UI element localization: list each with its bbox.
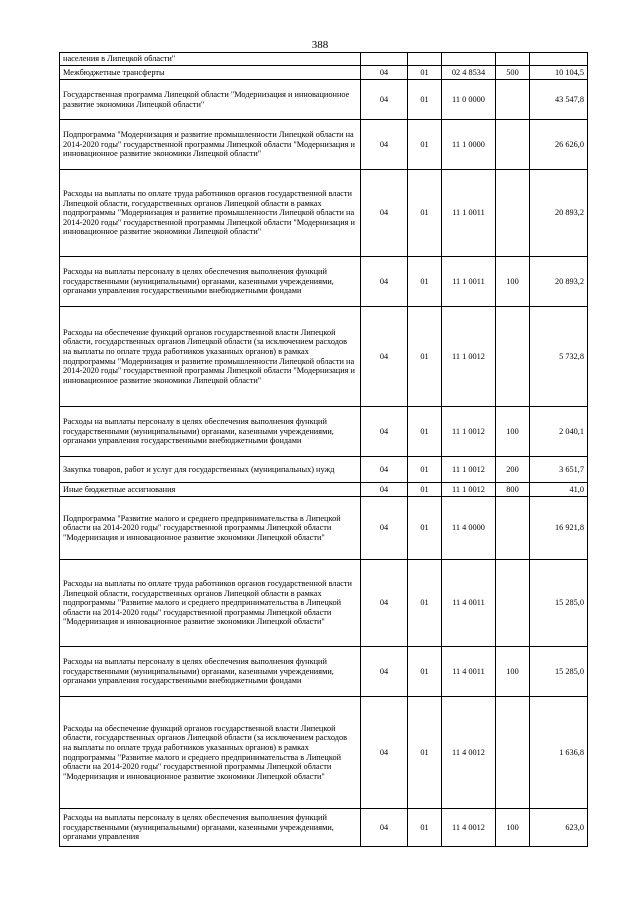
- department-code-cell: 04: [361, 307, 408, 407]
- table-row: [60, 257, 588, 307]
- amount-cell: 1 636,8: [530, 697, 588, 809]
- expense-type-code-cell: 100: [496, 257, 530, 307]
- amount-cell: 3 651,7: [530, 457, 588, 483]
- amount-cell: 20 893,2: [530, 170, 588, 257]
- target-article-code-cell: 11 1 0012: [442, 407, 496, 457]
- table-row: [60, 307, 588, 407]
- expense-type-code-cell: [496, 120, 530, 170]
- budget-table-body: [60, 53, 588, 847]
- page-number: 388: [311, 39, 329, 51]
- target-article-code-cell: 11 4 0011: [442, 647, 496, 697]
- expense-type-code-cell: [496, 80, 530, 120]
- department-code-cell: [361, 53, 408, 66]
- amount-cell: 10 104,5: [530, 66, 588, 80]
- expense-type-code-cell: 100: [496, 647, 530, 697]
- expense-type-code-cell: [496, 697, 530, 809]
- expense-name-cell: Расходы на выплаты персоналу в целях обеспечения выполнения функций государственными (муниципальными) органами, казенными учреждениями, органами управления государственными внебюджетными фондами: [60, 407, 361, 457]
- expense-type-code-cell: 100: [496, 407, 530, 457]
- target-article-code-cell: 11 4 0012: [442, 809, 496, 847]
- amount-cell: 5 732,8: [530, 307, 588, 407]
- table-row: [60, 170, 588, 257]
- expense-type-code-cell: 500: [496, 66, 530, 80]
- amount-cell: 41,0: [530, 483, 588, 497]
- expense-type-code-cell: [496, 53, 530, 66]
- expense-type-code-cell: [496, 307, 530, 407]
- amount-cell: 15 285,0: [530, 647, 588, 697]
- department-code-cell: 04: [361, 457, 408, 483]
- expense-type-code-cell: 800: [496, 483, 530, 497]
- target-article-code-cell: 11 1 0012: [442, 307, 496, 407]
- target-article-code-cell: 11 1 0011: [442, 257, 496, 307]
- table-row: [60, 80, 588, 120]
- target-article-code-cell: [442, 53, 496, 66]
- amount-cell: 26 626,0: [530, 120, 588, 170]
- table-row: [60, 697, 588, 809]
- amount-cell: 43 547,8: [530, 80, 588, 120]
- expense-type-code-cell: 100: [496, 809, 530, 847]
- expense-name-cell: Расходы на выплаты по оплате труда работников органов государственной власти Липецкой области, государственных органов Липецкой области в рамках подпрограммы "Развитие малого и среднего предпринимательства в Липецкой области на 2014-2020 годы" государственной программы Липецкой области "Модернизация и инновационное развитие экономики Липецкой области": [60, 560, 361, 647]
- department-code-cell: 04: [361, 407, 408, 457]
- expense-name-cell: Иные бюджетные ассигнования: [60, 483, 361, 497]
- expense-name-cell: Подпрограмма "Развитие малого и среднего предпринимательства в Липецкой области на 2014-2020 годы" государственной программы Липецкой области "Модернизация и инновационное развитие экономики Липецкой области": [60, 497, 361, 560]
- department-code-cell: 04: [361, 80, 408, 120]
- expense-name-cell: Государственная программа Липецкой области "Модернизация и инновационное развитие экономики Липецкой области": [60, 80, 361, 120]
- expense-name-cell: населения в Липецкой области": [60, 53, 361, 66]
- expense-name-cell: Расходы на выплаты персоналу в целях обеспечения выполнения функций государственными (муниципальными) органами, казенными учреждениями, органами управления государственными внебюджетными фондами: [60, 257, 361, 307]
- amount-cell: 16 921,8: [530, 497, 588, 560]
- section-code-cell: 01: [408, 66, 442, 80]
- amount-cell: [530, 53, 588, 66]
- expense-name-cell: Закупка товаров, работ и услуг для государственных (муниципальных) нужд: [60, 457, 361, 483]
- section-code-cell: 01: [408, 457, 442, 483]
- section-code-cell: 01: [408, 497, 442, 560]
- amount-cell: 623,0: [530, 809, 588, 847]
- table-row: [60, 457, 588, 483]
- table-row: [60, 647, 588, 697]
- expense-type-code-cell: 200: [496, 457, 530, 483]
- section-code-cell: 01: [408, 647, 442, 697]
- table-row: [60, 483, 588, 497]
- target-article-code-cell: 11 1 0000: [442, 120, 496, 170]
- expense-name-cell: Расходы на выплаты персоналу в целях обеспечения выполнения функций государственными (муниципальными) органами, казенными учреждениями, органами управления государственными внебюджетными фондами: [60, 647, 361, 697]
- target-article-code-cell: 11 1 0012: [442, 483, 496, 497]
- table-row: [60, 560, 588, 647]
- table-row: [60, 497, 588, 560]
- expense-name-cell: Подпрограмма "Модернизация и развитие промышленности Липецкой области на 2014-2020 годы" государственной программы Липецкой области "Модернизация и инновационное развитие экономики Липецкой области": [60, 120, 361, 170]
- section-code-cell: 01: [408, 809, 442, 847]
- target-article-code-cell: 11 0 0000: [442, 80, 496, 120]
- table-row: [60, 120, 588, 170]
- target-article-code-cell: 11 1 0011: [442, 170, 496, 257]
- expense-name-cell: Расходы на выплаты персоналу в целях обеспечения выполнения функций государственными (муниципальными) органами, казенными учреждениями, органами управления: [60, 809, 361, 847]
- expense-name-cell: Расходы на обеспечение функций органов государственной власти Липецкой области, государственных органов Липецкой области (за исключением расходов на выплаты по оплате труда работников указанных органов) в рамках подпрограммы "Развитие малого и среднего предпринимательства в Липецкой области на 2014-2020 годы" государственной программы Липецкой области "Модернизация и инновационное развитие экономики Липецкой области": [60, 697, 361, 809]
- section-code-cell: 01: [408, 697, 442, 809]
- department-code-cell: 04: [361, 497, 408, 560]
- table-row: [60, 53, 588, 66]
- amount-cell: 20 893,2: [530, 257, 588, 307]
- budget-table: [59, 52, 588, 847]
- target-article-code-cell: 11 4 0011: [442, 560, 496, 647]
- table-row: [60, 66, 588, 80]
- expense-name-cell: Расходы на выплаты по оплате труда работников органов государственной власти Липецкой области, государственных органов Липецкой области в рамках подпрограммы "Модернизация и развитие промышленности Липецкой области на 2014-2020 годы" государственной программы Липецкой области "Модернизация и инновационное развитие экономики Липецкой области": [60, 170, 361, 257]
- expense-type-code-cell: [496, 170, 530, 257]
- target-article-code-cell: 11 1 0012: [442, 457, 496, 483]
- department-code-cell: 04: [361, 483, 408, 497]
- department-code-cell: 04: [361, 257, 408, 307]
- department-code-cell: 04: [361, 647, 408, 697]
- department-code-cell: 04: [361, 120, 408, 170]
- section-code-cell: 01: [408, 120, 442, 170]
- section-code-cell: 01: [408, 170, 442, 257]
- section-code-cell: 01: [408, 483, 442, 497]
- expense-name-cell: Межбюджетные трансферты: [60, 66, 361, 80]
- target-article-code-cell: 02 4 8534: [442, 66, 496, 80]
- section-code-cell: 01: [408, 307, 442, 407]
- expense-type-code-cell: [496, 497, 530, 560]
- target-article-code-cell: 11 4 0012: [442, 697, 496, 809]
- amount-cell: 2 040,1: [530, 407, 588, 457]
- expense-type-code-cell: [496, 560, 530, 647]
- department-code-cell: 04: [361, 809, 408, 847]
- section-code-cell: [408, 53, 442, 66]
- target-article-code-cell: 11 4 0000: [442, 497, 496, 560]
- amount-cell: 15 285,0: [530, 560, 588, 647]
- section-code-cell: 01: [408, 407, 442, 457]
- table-row: [60, 809, 588, 847]
- section-code-cell: 01: [408, 257, 442, 307]
- department-code-cell: 04: [361, 170, 408, 257]
- section-code-cell: 01: [408, 560, 442, 647]
- department-code-cell: 04: [361, 697, 408, 809]
- section-code-cell: 01: [408, 80, 442, 120]
- department-code-cell: 04: [361, 66, 408, 80]
- table-row: [60, 407, 588, 457]
- department-code-cell: 04: [361, 560, 408, 647]
- expense-name-cell: Расходы на обеспечение функций органов государственной власти Липецкой области, государственных органов Липецкой области (за исключением расходов на выплаты по оплате труда работников указанных органов) в рамках подпрограммы "Модернизация и развитие промышленности Липецкой области на 2014-2020 годы" государственной программы Липецкой области "Модернизация и инновационное развитие экономики Липецкой области": [60, 307, 361, 407]
